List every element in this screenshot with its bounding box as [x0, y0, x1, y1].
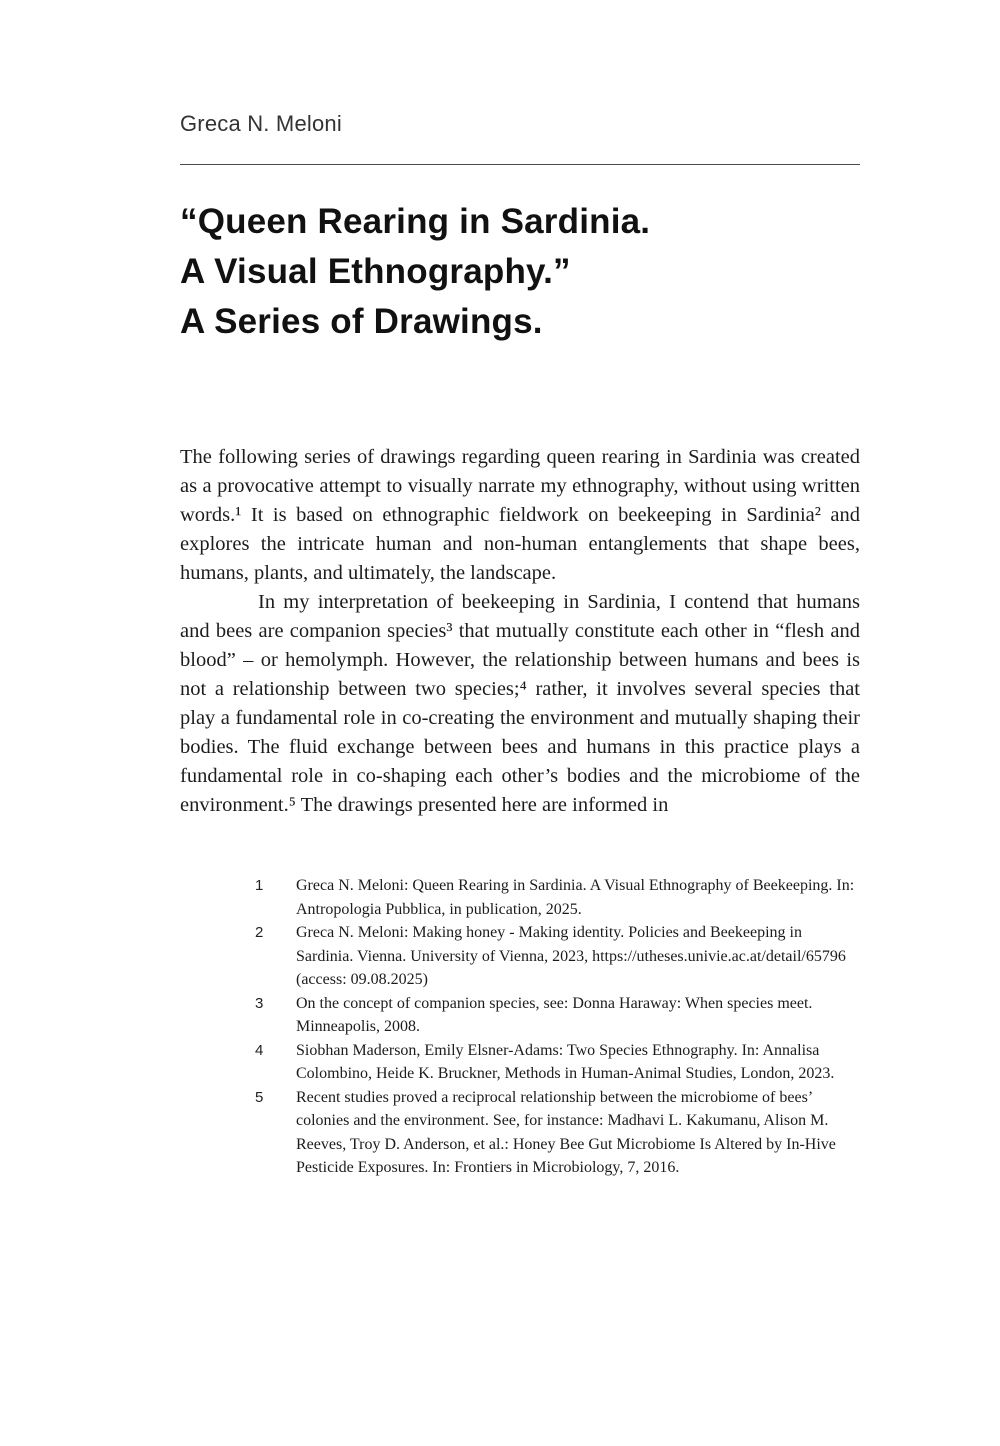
article-title — [180, 197, 860, 347]
footnote-text: Siobhan Maderson, Emily Elsner-Adams: Two Species Ethnography. In: Annalisa Colombino, Heide K. Bruckner, Methods in Human-Animal Studies, London, 2023. — [296, 1041, 835, 1082]
paragraph-1: The following series of drawings regarding queen rearing in Sardinia was created as a provocative attempt to visually narrate my ethnography, without using written words.¹ It is based on ethnographic fieldwork on beekeeping in Sardinia² and explores the intricate human and non-human entanglements that shape bees, humans, plants, and ultimately, the landscape. — [180, 446, 860, 584]
footnote-text: Greca N. Meloni: Making honey - Making identity. Policies and Beekeeping in Sardinia. Vienna. University of Vienna, 2023, https://utheses.univie.ac.at/detail/65796 (access: 09.08.2025) — [296, 924, 846, 988]
title-line-3: A Series of Drawings. — [180, 302, 543, 341]
footnotes-section — [255, 874, 860, 1180]
footnote-2 — [255, 921, 860, 992]
footnote-number: 5 — [255, 1088, 264, 1106]
footnote-3 — [255, 992, 860, 1039]
body-text — [180, 443, 860, 820]
footnote-number: 2 — [255, 924, 264, 941]
footnote-number: 3 — [255, 994, 264, 1012]
page-content — [180, 0, 860, 1180]
footnote-text: Greca N. Meloni: Queen Rearing in Sardinia. A Visual Ethnography of Beekeeping. In: Antropologia Pubblica, in publication, 2025. — [296, 877, 855, 918]
title-line-2: A Visual Ethnography.” — [180, 252, 571, 291]
paragraph-2: In my interpretation of beekeeping in Sardinia, I contend that humans and bees are companion species³ that mutually constitute each other in “flesh and blood” – or hemolymph. However, the relationship between humans and bees is not a relationship between two species;⁴ rather, it involves several species that play a fundamental role in co-creating the environment and mutually shaping their bodies. The fluid exchange between bees and humans in this practice plays a fundamental role in co-shaping each other’s bodies and the microbiome of the environment.⁵ The drawings presented here are informed in — [180, 591, 860, 816]
footnote-number: 1 — [255, 877, 264, 894]
header-rule — [180, 164, 860, 165]
footnote-5 — [255, 1086, 860, 1180]
footnote-number: 4 — [255, 1041, 264, 1059]
footnote-1 — [255, 874, 860, 921]
author-name: Greca N. Meloni — [180, 111, 342, 136]
title-line-1: “Queen Rearing in Sardinia. — [180, 202, 651, 241]
footnote-text: On the concept of companion species, see: Donna Haraway: When species meet. Minneapolis, 2008. — [296, 994, 813, 1035]
footnote-4 — [255, 1039, 860, 1086]
footnote-text: Recent studies proved a reciprocal relationship between the microbiome of bees’ colonies and the environment. See, for instance: Madhavi L. Kakumanu, Alison M. Reeves, Troy D. Anderson, et al.: Honey Bee Gut Microbiome Is Altered by In-Hive Pesticide Exposures. In: Frontiers in Microbiology, 7, 2016. — [296, 1088, 836, 1176]
